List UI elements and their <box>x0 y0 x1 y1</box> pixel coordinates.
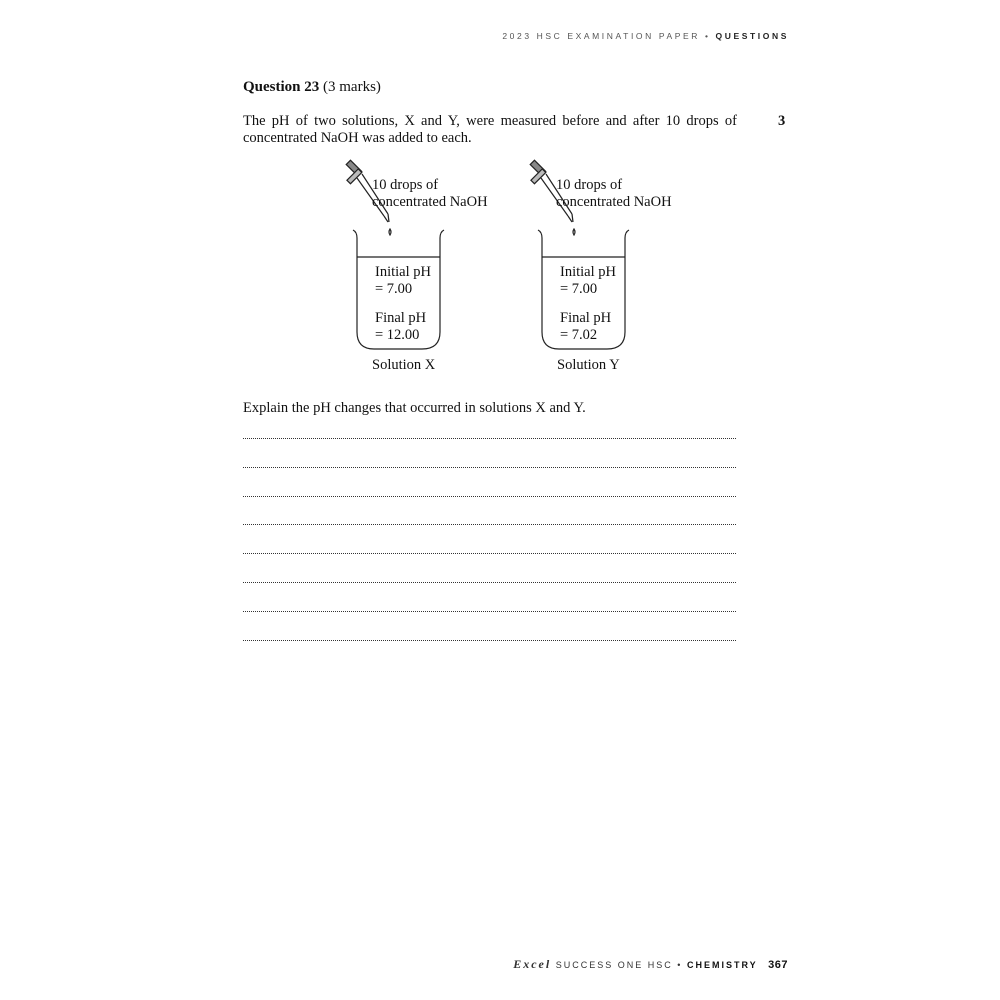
answer-line[interactable] <box>243 582 736 583</box>
solution-x-caption: Solution X <box>372 357 436 373</box>
question-text: The pH of two solutions, X and Y, were measured before and after 10 drops of concentrated NaOH was added to each. <box>243 113 737 146</box>
page-number: 367 <box>768 959 788 971</box>
answer-line[interactable] <box>243 438 736 439</box>
series-title: SUCCESS ONE HSC <box>555 960 673 970</box>
marks-margin: 3 <box>778 113 786 129</box>
subject-title: CHEMISTRY <box>686 960 758 970</box>
header-separator: • <box>704 31 711 41</box>
answer-line[interactable] <box>243 467 736 468</box>
footer-separator: • <box>677 960 683 970</box>
solution-y-caption: Solution Y <box>557 357 620 373</box>
question-number: Question 23 <box>243 79 320 95</box>
answer-line[interactable] <box>243 524 736 525</box>
answer-line[interactable] <box>243 611 736 612</box>
initial-ph-x: Initial pH = 7.00 <box>375 264 431 297</box>
answer-line[interactable] <box>243 496 736 497</box>
final-ph-x: Final pH = 12.00 <box>375 310 427 343</box>
section-title: QUESTIONS <box>715 31 789 41</box>
dropper-x-label: 10 drops of concentrated NaOH <box>372 177 488 210</box>
answer-line[interactable] <box>243 553 736 554</box>
dropper-y-label: 10 drops of concentrated NaOH <box>556 177 672 210</box>
initial-ph-y: Initial pH = 7.00 <box>560 264 616 297</box>
question-marks: (3 marks) <box>323 79 381 95</box>
exam-title: 2023 HSC EXAMINATION PAPER <box>502 31 701 41</box>
running-footer <box>513 957 788 972</box>
final-ph-y: Final pH = 7.02 <box>560 310 612 343</box>
answer-prompt: Explain the pH changes that occurred in solutions X and Y. <box>243 400 586 416</box>
brand-logo: Excel <box>513 957 552 971</box>
answer-line[interactable] <box>243 640 736 641</box>
